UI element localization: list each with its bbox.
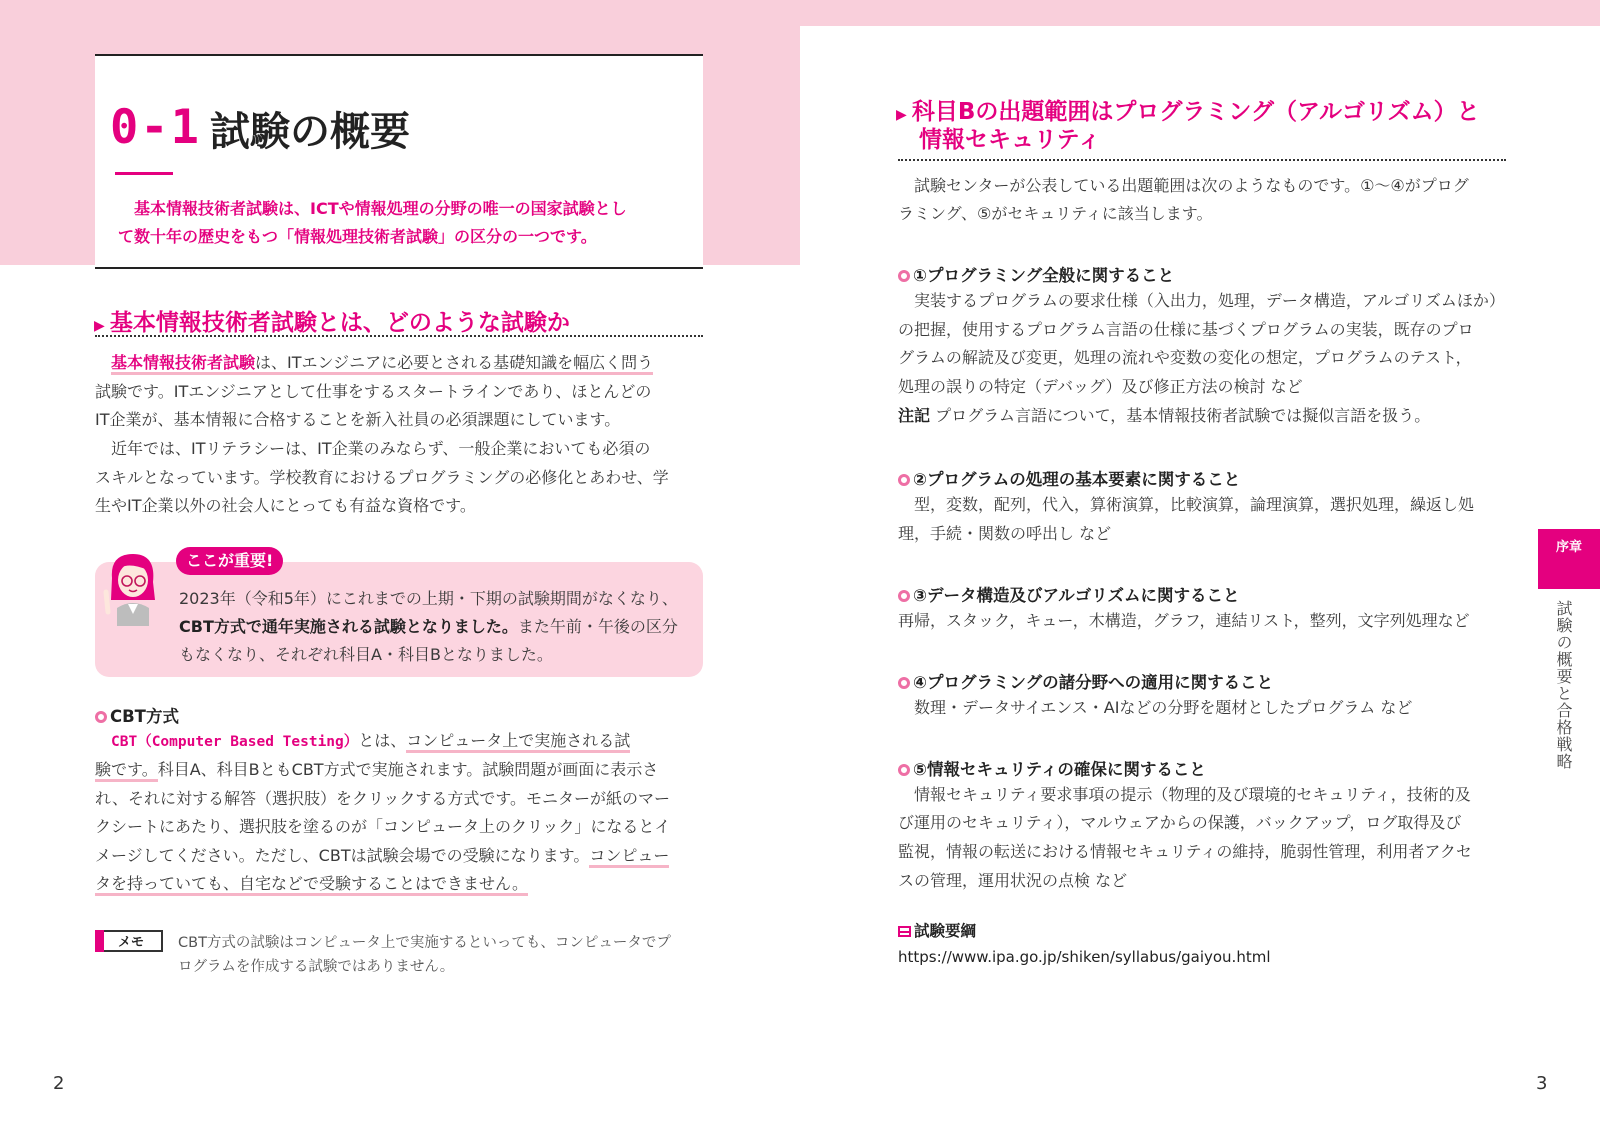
para2-line-3: 生やIT企業以外の社会人にとっても有益な資格です。 <box>95 496 476 515</box>
dotted-rule-right <box>898 159 1506 161</box>
s1-line-2: の把握，使用するプログラム言語の仕様に基づくプログラムの実装，既存のプロ <box>898 320 1474 339</box>
chapter-side-tab[interactable]: 序章 <box>1538 529 1600 589</box>
cbt-heading: CBT方式 <box>95 703 179 727</box>
s5-line-2: び運用のセキュリティ），マルウェアからの保護，バックアップ，ログ取得及び <box>898 813 1462 832</box>
cbt-line-4: クシートにあたり、選択肢を塗るのが「コンピュータ上のクリック」になるとイ <box>95 817 671 836</box>
teacher-illustration <box>102 548 162 630</box>
s2-line-2: 理，手続・関数の呼出し など <box>898 524 1112 543</box>
circle-bullet-icon <box>95 711 107 723</box>
s1-line-1: 実装するプログラムの要求仕様（入出力，処理，データ構造，アルゴリズムほか） <box>898 291 1505 310</box>
circle-bullet-icon <box>898 474 910 486</box>
s1-line-4: 処理の誤りの特定（デバッグ）及び修正方法の検討 など <box>898 377 1303 396</box>
memo-label: メモ <box>118 935 145 950</box>
page-number-left: 2 <box>53 1073 65 1094</box>
keyword-fe-exam: 基本情報技術者試験 <box>111 353 255 375</box>
s1-heading: ①プログラミング全般に関すること <box>898 262 1174 286</box>
title-rule <box>115 172 173 175</box>
lead-line-2: て数十年の歴史をもつ「情報処理技術者試験」の区分の一つです。 <box>118 227 597 246</box>
circle-bullet-icon <box>898 590 910 602</box>
para1-line-2: 試験です。ITエンジニアとして仕事をするスタートラインであり、ほとんどの <box>95 382 652 401</box>
document-box-icon <box>898 926 911 937</box>
intro-line-1: 試験センターが公表している出題範囲は次のようなものです。①～④がプログ <box>898 176 1469 195</box>
callout-tag: ここが重要! <box>176 547 283 575</box>
syllabus-heading: 試験要綱 <box>898 919 976 941</box>
s5-line-1: 情報セキュリティ要求事項の提示（物理的及び環境的セキュリティ，技術的及 <box>898 785 1471 804</box>
para2-line-1: 近年では、ITリテラシーは、IT企業のみならず、一般企業においても必須の <box>95 439 651 458</box>
cbt-line-2: 験です。科目A、科目BともCBT方式で実施されます。試験問題が画面に表示さ <box>95 760 658 780</box>
s2-heading: ②プログラムの処理の基本要素に関すること <box>898 466 1240 490</box>
triangle-icon: ▶ <box>896 107 907 123</box>
s1-note: 注記 プログラム言語について，基本情報技術者試験では擬似言語を扱う。 <box>898 406 1431 425</box>
memo-line-2: ログラムを作成する試験ではありません。 <box>178 959 455 975</box>
s3-line-1: 再帰，スタック，キュー，木構造，グラフ，連結リスト，整列，文字列処理など <box>898 611 1470 630</box>
s3-heading: ③データ構造及びアルゴリズムに関すること <box>898 582 1239 606</box>
cbt-line-1: CBT（Computer Based Testing）とは、コンピュータ上で実施される試 <box>95 731 630 752</box>
dotted-rule <box>95 335 703 337</box>
callout-line-3: もなくなり、それぞれ科目A・科目Bとなりました。 <box>179 645 553 664</box>
section-heading-text: 基本情報技術者試験とは、どのような試験か <box>109 310 570 336</box>
lead-line-1: 基本情報技術者試験は、ICTや情報処理の分野の唯一の国家試験とし <box>118 199 627 218</box>
header-band-right <box>800 0 1600 26</box>
vertical-chapter-title: 試験の概要と合格戦略 <box>1554 600 1573 770</box>
s2-line-1: 型，変数，配列，代入，算術演算，比較演算，論理演算，選択処理，繰返し処 <box>898 495 1475 514</box>
section-heading <box>94 304 570 337</box>
cbt-line-3: れ、それに対する解答（選択肢）をクリックする方式です。モニターが紙のマー <box>95 789 671 808</box>
s1-line-3: グラムの解読及び変更，処理の流れや変数の変化の想定，プログラムのテスト， <box>898 348 1472 367</box>
keyword-cbt: CBT（Computer Based Testing） <box>111 734 359 750</box>
memo-label-bar <box>95 930 104 952</box>
para1-line-1: 基本情報技術者試験は、ITエンジニアに必要とされる基礎知識を幅広く問う <box>95 353 653 373</box>
para1-line-3: IT企業が、基本情報に合格することを新入社員の必須課題にしています。 <box>95 410 621 429</box>
triangle-icon: ▶ <box>94 318 105 334</box>
circle-bullet-icon <box>898 764 910 776</box>
syllabus-link[interactable]: https://www.ipa.go.jp/shiken/syllabus/gaiyou.html <box>898 948 1271 966</box>
s5-line-3: 監視，情報の転送における情報セキュリティの維持，脆弱性管理，利用者アクセ <box>898 842 1472 861</box>
circle-bullet-icon <box>898 677 910 689</box>
intro-line-2: ラミング、⑤がセキュリティに該当します。 <box>898 204 1213 223</box>
right-heading-line-2: 情報セキュリティ <box>919 127 1101 153</box>
para2-line-2: スキルとなっています。学校教育におけるプログラミングの必修化とあわせ、学 <box>95 468 669 487</box>
s4-heading: ④プログラミングの諸分野への適用に関すること <box>898 669 1273 693</box>
cbt-line-6: タを持っていても、自宅などで受験することはできません。 <box>95 874 528 894</box>
s5-heading: ⑤情報セキュリティの確保に関すること <box>898 756 1206 780</box>
memo-line-1: CBT方式の試験はコンピュータ上で実施するといっても、コンピュータでプ <box>178 935 671 951</box>
page-number-right: 3 <box>1536 1073 1548 1094</box>
callout-line-1: 2023年（令和5年）にこれまでの上期・下期の試験期間がなくなり、 <box>179 589 678 608</box>
cbt-line-5: メージしてください。ただし、CBTは試験会場での受験になります。コンピュー <box>95 846 669 866</box>
right-heading-line-1: 科目Bの出題範囲はプログラミング（アルゴリズム）と <box>911 99 1480 125</box>
s4-line-1: 数理・データサイエンス・AIなどの分野を題材としたプログラム など <box>898 698 1413 717</box>
chapter-title: 試験の概要 <box>210 109 410 155</box>
circle-bullet-icon <box>898 270 910 282</box>
s5-line-4: スの管理，運用状況の点検 など <box>898 871 1128 890</box>
right-page <box>800 0 1600 1135</box>
chapter-number: 0-1 <box>110 100 201 155</box>
callout-line-2: CBT方式で通年実施される試験となりました。また午前・午後の区分 <box>179 617 678 636</box>
